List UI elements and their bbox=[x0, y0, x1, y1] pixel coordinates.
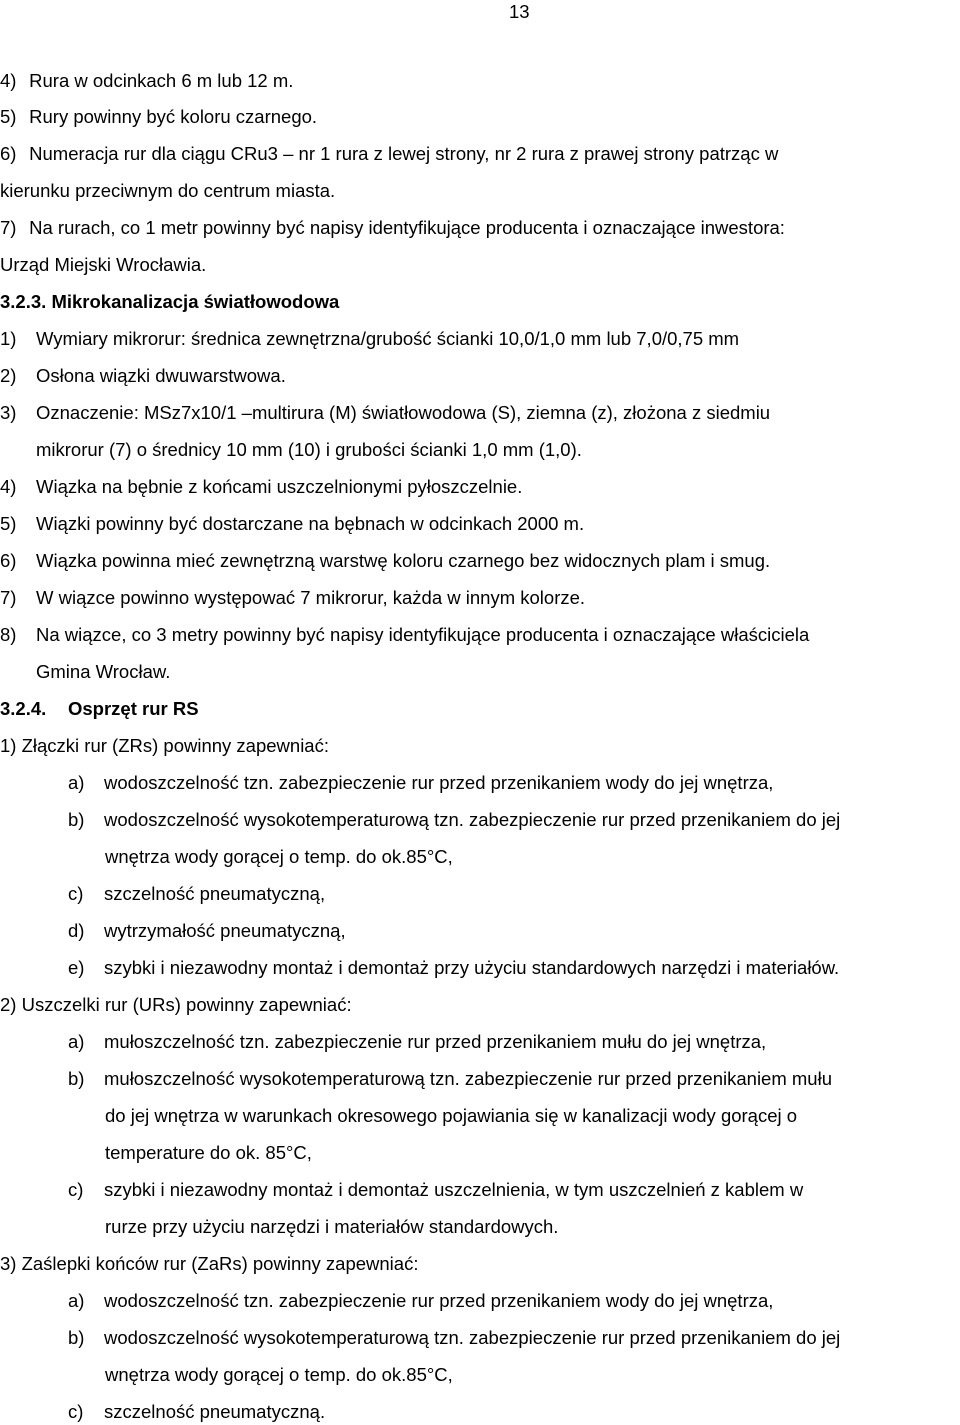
list-item: 2) Osłona wiązki dwuwarstwowa. bbox=[0, 365, 286, 386]
page-number: 13 bbox=[509, 1, 530, 22]
list-item-continuation: Urząd Miejski Wrocławia. bbox=[0, 254, 207, 275]
sub-list-item: b) mułoszczelność wysokotemperaturową tzn. zabezpieczenie rur przed przenikaniem mułu bbox=[68, 1068, 832, 1089]
list-item-continuation: Gmina Wrocław. bbox=[36, 661, 171, 682]
list-item: 1) Wymiary mikrorur: średnica zewnętrzna/grubość ścianki 10,0/1,0 mm lub 7,0/0,75 mm bbox=[0, 328, 740, 349]
sub-list-item: c) szczelność pneumatyczną. bbox=[68, 1401, 326, 1422]
sub-list-item-continuation: wnętrza wody gorącej o temp. do ok.85°C, bbox=[105, 846, 453, 867]
list-item: 6) Numeracja rur dla ciągu CRu3 – nr 1 rura z lewej strony, nr 2 rura z prawej strony patrząc w bbox=[0, 143, 779, 164]
sub-list-item: b) wodoszczelność wysokotemperaturową tzn. zabezpieczenie rur przed przenikaniem do jej bbox=[68, 1327, 841, 1348]
list-item: 7) Na rurach, co 1 metr powinny być napisy identyfikujące producenta i oznaczające inwestora: bbox=[0, 217, 785, 238]
list-item: 1) Złączki rur (ZRs) powinny zapewniać: bbox=[0, 735, 329, 756]
list-item: 3) Oznaczenie: MSz7x10/1 –multirura (M) światłowodowa (S), ziemna (z), złożona z siedmiu bbox=[0, 402, 771, 423]
sub-list-item-continuation: do jej wnętrza w warunkach okresowego pojawiania się w kanalizacji wody gorącej o bbox=[105, 1105, 798, 1126]
list-item: 4) Wiązka na bębnie z końcami uszczelnionymi pyłoszczelnie. bbox=[0, 476, 523, 497]
sub-list-item: c) szczelność pneumatyczną, bbox=[68, 883, 326, 904]
list-item: 6) Wiązka powinna mieć zewnętrzną warstwę koloru czarnego bez widocznych plam i smug. bbox=[0, 550, 771, 571]
sub-list-item: d) wytrzymałość pneumatyczną, bbox=[68, 920, 346, 941]
section-heading: 3.2.4. Osprzęt rur RS bbox=[0, 698, 199, 719]
list-item-continuation: kierunku przeciwnym do centrum miasta. bbox=[0, 180, 336, 201]
sub-list-item: a) wodoszczelność tzn. zabezpieczenie rur przed przenikaniem wody do jej wnętrza, bbox=[68, 772, 774, 793]
list-item-continuation: mikrorur (7) o średnicy 10 mm (10) i grubości ścianki 1,0 mm (1,0). bbox=[36, 439, 582, 460]
list-item: 2) Uszczelki rur (URs) powinny zapewniać: bbox=[0, 994, 352, 1015]
sub-list-item: a) wodoszczelność tzn. zabezpieczenie rur przed przenikaniem wody do jej wnętrza, bbox=[68, 1290, 774, 1311]
sub-list-item: a) mułoszczelność tzn. zabezpieczenie rur przed przenikaniem mułu do jej wnętrza, bbox=[68, 1031, 767, 1052]
list-item: 5) Wiązki powinny być dostarczane na bębnach w odcinkach 2000 m. bbox=[0, 513, 585, 534]
list-item: 8) Na wiązce, co 3 metry powinny być napisy identyfikujące producenta i oznaczające właściciela bbox=[0, 624, 810, 645]
list-item: 5) Rury powinny być koloru czarnego. bbox=[0, 106, 318, 127]
section-heading: 3.2.3. Mikrokanalizacja światłowodowa bbox=[0, 291, 340, 312]
sub-list-item: b) wodoszczelność wysokotemperaturową tzn. zabezpieczenie rur przed przenikaniem do jej bbox=[68, 809, 841, 830]
sub-list-item-continuation: rurze przy użyciu narzędzi i materiałów standardowych. bbox=[105, 1216, 559, 1237]
sub-list-item: e) szybki i niezawodny montaż i demontaż przy użyciu standardowych narzędzi i materiałów. bbox=[68, 957, 840, 978]
list-item: 3) Zaślepki końców rur (ZaRs) powinny zapewniać: bbox=[0, 1253, 419, 1274]
sub-list-item-continuation: temperature do ok. 85°C, bbox=[105, 1142, 312, 1163]
sub-list-item-continuation: wnętrza wody gorącej o temp. do ok.85°C, bbox=[105, 1364, 453, 1385]
sub-list-item: c) szybki i niezawodny montaż i demontaż uszczelnienia, w tym uszczelnień z kablem w bbox=[68, 1179, 804, 1200]
list-item: 7) W wiązce powinno występować 7 mikrorur, każda w innym kolorze. bbox=[0, 587, 586, 608]
list-item: 4) Rura w odcinkach 6 m lub 12 m. bbox=[0, 70, 294, 91]
